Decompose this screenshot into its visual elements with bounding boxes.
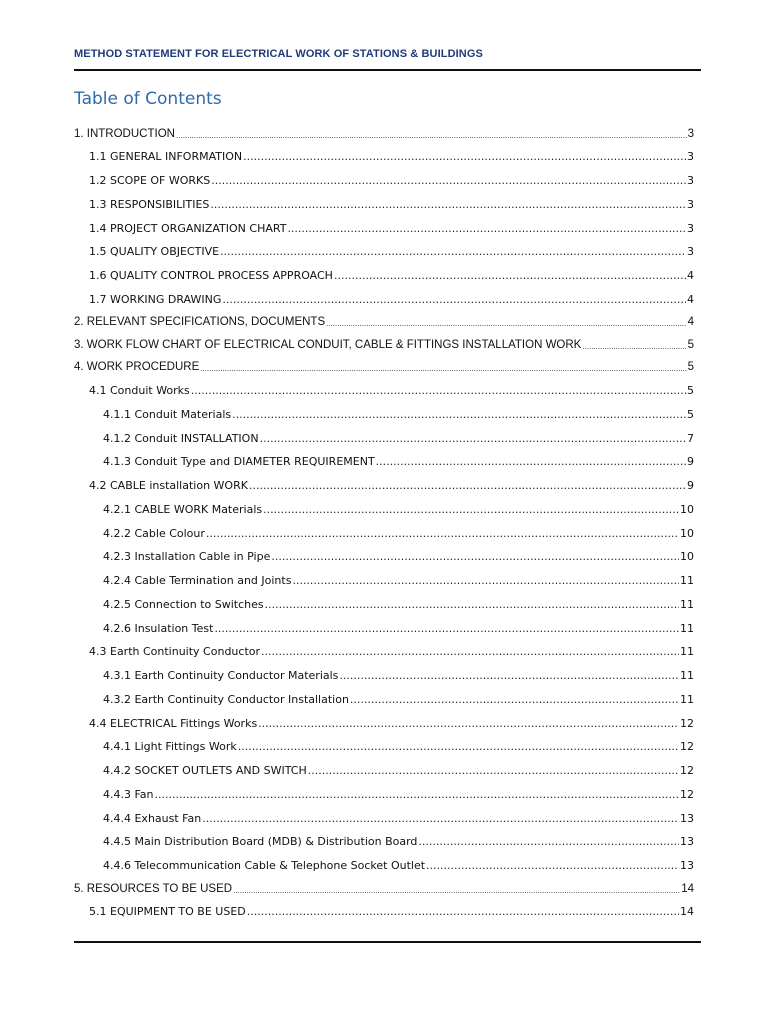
- toc-entry[interactable]: [74, 782, 694, 806]
- toc-entry-title: 5. RESOURCES TO BE USED: [74, 882, 233, 895]
- toc-dot-leader: [191, 384, 686, 397]
- toc-entry[interactable]: [74, 758, 694, 782]
- toc-entry-page-number: 3: [687, 127, 694, 140]
- toc-entry[interactable]: [74, 640, 694, 664]
- toc-entry[interactable]: [74, 853, 694, 877]
- toc-entry[interactable]: [74, 356, 694, 379]
- toc-dot-leader: [263, 503, 679, 516]
- toc-entry[interactable]: [74, 877, 694, 900]
- toc-entry-title: 4.2 CABLE installation WORK: [89, 479, 248, 492]
- toc-dot-leader: [155, 788, 679, 801]
- toc-entry[interactable]: [74, 450, 694, 474]
- toc-entry[interactable]: [74, 687, 694, 711]
- toc-entry-page-number: 12: [680, 764, 694, 777]
- toc-dot-leader: [210, 198, 686, 211]
- toc-dot-leader: [287, 222, 686, 235]
- toc-entry[interactable]: [74, 263, 694, 287]
- toc-entry-title: 4.4.5 Main Distribution Board (MDB) & Distribution Board: [103, 835, 418, 849]
- toc-entry-title: 4.1.1 Conduit Materials: [103, 407, 232, 421]
- toc-entry-page-number: 3: [687, 245, 694, 259]
- toc-entry-title: 1.1 GENERAL INFORMATION: [89, 150, 243, 164]
- toc-entry-title: 4.2.6 Insulation Test: [103, 621, 214, 635]
- toc-entry-page-number: 5: [687, 338, 694, 351]
- toc-entry-page-number: 4: [687, 269, 694, 282]
- toc-dot-leader: [249, 479, 686, 492]
- toc-entry-title: 4.2.3 Installation Cable in Pipe: [103, 550, 271, 564]
- toc-entry-title: 4.2.4 Cable Termination and Joints: [103, 574, 292, 587]
- toc-dot-leader: [238, 740, 679, 753]
- toc-entry-title: 4.4 ELECTRICAL Fittings Works: [89, 716, 258, 730]
- toc-entry-page-number: 5: [687, 407, 694, 421]
- toc-entry-title: 1.5 QUALITY OBJECTIVE: [89, 245, 220, 259]
- toc-entry-page-number: 13: [680, 859, 694, 872]
- toc-entry[interactable]: [74, 663, 694, 687]
- toc-entry-page-number: 10: [680, 550, 694, 564]
- header-divider: [74, 69, 701, 71]
- toc-entry-page-number: 11: [680, 692, 694, 706]
- toc-entry[interactable]: [74, 378, 694, 402]
- toc-dot-leader: [260, 432, 686, 445]
- table-of-contents: [74, 122, 694, 923]
- toc-entry-title: 1.6 QUALITY CONTROL PROCESS APPROACH: [89, 269, 333, 282]
- toc-entry-title: 4.2.5 Connection to Switches: [103, 597, 264, 611]
- toc-entry-page-number: 3: [687, 150, 694, 164]
- document-header-title: METHOD STATEMENT FOR ELECTRICAL WORK OF STATIONS & BUILDINGS: [74, 48, 483, 60]
- toc-entry-page-number: 13: [680, 811, 694, 825]
- toc-dot-leader: [233, 886, 680, 895]
- toc-entry-title: 4.4.1 Light Fittings Work: [103, 740, 237, 754]
- toc-entry-title: 4.2.1 CABLE WORK Materials: [103, 502, 263, 516]
- toc-dot-leader: [247, 905, 679, 918]
- toc-entry[interactable]: [74, 122, 694, 145]
- toc-entry-title: 4.3 Earth Continuity Conductor: [89, 645, 261, 659]
- toc-entry[interactable]: [74, 830, 694, 854]
- toc-entry-page-number: 11: [680, 669, 694, 682]
- toc-entry-title: 1.3 RESPONSIBILITIES: [89, 197, 210, 211]
- toc-entry-title: 4.4.6 Telecommunication Cable & Telephone Socket Outlet: [103, 859, 426, 872]
- toc-entry[interactable]: [74, 311, 694, 334]
- toc-entry-page-number: 13: [680, 835, 694, 849]
- toc-dot-leader: [339, 669, 679, 682]
- toc-entry-title: 5.1 EQUIPMENT TO BE USED: [89, 905, 246, 919]
- toc-entry[interactable]: [74, 402, 694, 426]
- toc-dot-leader: [582, 342, 686, 351]
- toc-entry[interactable]: [74, 473, 694, 497]
- toc-entry-title: 4.3.1 Earth Continuity Conductor Materials: [103, 669, 339, 682]
- toc-entry[interactable]: [74, 568, 694, 592]
- toc-dot-leader: [220, 245, 686, 258]
- toc-dot-leader: [258, 717, 679, 730]
- toc-dot-leader: [326, 319, 686, 328]
- toc-entry-title: 4.2.2 Cable Colour: [103, 526, 205, 540]
- toc-entry[interactable]: [74, 287, 694, 311]
- toc-dot-leader: [232, 408, 686, 421]
- toc-dot-leader: [222, 293, 686, 306]
- toc-entry-page-number: 14: [681, 882, 694, 895]
- toc-entry[interactable]: [74, 168, 694, 192]
- toc-entry-page-number: 3: [687, 197, 694, 211]
- toc-entry-title: 4.1.3 Conduit Type and DIAMETER REQUIREMENT: [103, 455, 375, 469]
- toc-dot-leader: [426, 859, 679, 872]
- toc-entry-page-number: 5: [687, 384, 694, 397]
- toc-dot-leader: [292, 574, 679, 587]
- toc-dot-leader: [308, 764, 679, 777]
- toc-entry-page-number: 4: [687, 292, 694, 306]
- toc-entry-page-number: 9: [687, 455, 694, 469]
- toc-entry-page-number: 11: [680, 574, 694, 587]
- toc-entry[interactable]: [74, 426, 694, 450]
- toc-entry-page-number: 12: [680, 787, 694, 801]
- toc-entry-page-number: 11: [680, 621, 694, 635]
- toc-entry-page-number: 11: [680, 597, 694, 611]
- toc-entry[interactable]: [74, 711, 694, 735]
- toc-entry-title: 4. WORK PROCEDURE: [74, 361, 200, 374]
- toc-entry-title: 4.4.3 Fan: [103, 787, 154, 801]
- toc-entry[interactable]: [74, 192, 694, 216]
- toc-entry-title: 1. INTRODUCTION: [74, 127, 175, 140]
- toc-entry-title: 1.2 SCOPE OF WORKS: [89, 174, 211, 187]
- toc-entry[interactable]: [74, 545, 694, 569]
- toc-entry[interactable]: [74, 521, 694, 545]
- toc-entry-title: 1.4 PROJECT ORGANIZATION CHART: [89, 221, 287, 235]
- toc-entry-title: 4.1.2 Conduit INSTALLATION: [103, 431, 259, 445]
- toc-dot-leader: [243, 150, 686, 163]
- toc-dot-leader: [214, 622, 679, 635]
- toc-entry[interactable]: [74, 497, 694, 521]
- toc-entry[interactable]: [74, 900, 694, 924]
- toc-heading: Table of Contents: [74, 89, 222, 109]
- toc-dot-leader: [376, 455, 686, 468]
- toc-dot-leader: [200, 364, 686, 373]
- footer-divider: [74, 941, 701, 943]
- toc-dot-leader: [176, 131, 687, 140]
- toc-entry-page-number: 9: [687, 479, 694, 492]
- toc-entry[interactable]: [74, 592, 694, 616]
- toc-entry[interactable]: [74, 240, 694, 264]
- toc-entry[interactable]: [74, 333, 694, 356]
- toc-entry-title: 4.3.2 Earth Continuity Conductor Installation: [103, 692, 349, 706]
- toc-entry-title: 4.4.4 Exhaust Fan: [103, 811, 202, 825]
- toc-dot-leader: [206, 527, 679, 540]
- toc-entry-page-number: 3: [687, 221, 694, 235]
- toc-dot-leader: [202, 812, 679, 825]
- toc-dot-leader: [334, 269, 686, 282]
- toc-entry-page-number: 11: [680, 645, 694, 659]
- toc-entry-page-number: 4: [687, 316, 694, 329]
- toc-dot-leader: [211, 174, 686, 187]
- toc-entry-page-number: 7: [687, 431, 694, 445]
- toc-entry[interactable]: [74, 735, 694, 759]
- toc-entry-page-number: 12: [680, 740, 694, 754]
- toc-entry-title: 1.7 WORKING DRAWING: [89, 292, 222, 306]
- toc-entry[interactable]: [74, 145, 694, 169]
- toc-dot-leader: [271, 550, 679, 563]
- toc-entry[interactable]: [74, 616, 694, 640]
- toc-entry-page-number: 10: [680, 526, 694, 540]
- toc-entry[interactable]: [74, 806, 694, 830]
- toc-entry-title: 2. RELEVANT SPECIFICATIONS, DOCUMENTS: [74, 316, 326, 329]
- toc-dot-leader: [418, 835, 679, 848]
- toc-entry-page-number: 5: [687, 361, 694, 374]
- toc-entry-page-number: 10: [680, 502, 694, 516]
- toc-entry-title: 4.1 Conduit Works: [89, 384, 190, 397]
- toc-entry-title: 3. WORK FLOW CHART OF ELECTRICAL CONDUIT, CABLE & FITTINGS INSTALLATION WORK: [74, 338, 582, 351]
- toc-entry-page-number: 14: [680, 905, 694, 919]
- toc-entry-page-number: 3: [687, 174, 694, 187]
- toc-entry-page-number: 12: [680, 716, 694, 730]
- toc-dot-leader: [350, 693, 679, 706]
- toc-dot-leader: [265, 598, 679, 611]
- toc-entry-title: 4.4.2 SOCKET OUTLETS AND SWITCH: [103, 764, 307, 777]
- toc-entry[interactable]: [74, 216, 694, 240]
- toc-dot-leader: [261, 645, 679, 658]
